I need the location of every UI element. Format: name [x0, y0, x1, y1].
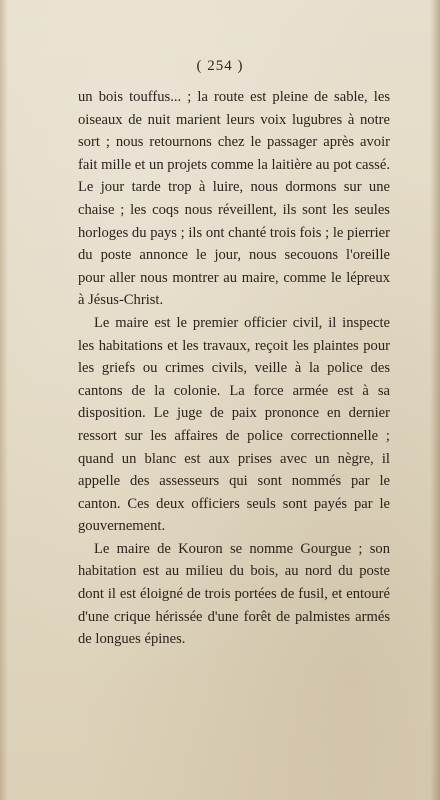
paragraph-continuation: un bois touffus... ; la route est pleine de sable, les oiseaux de nuit marient leurs voix lugubres à notre sort ; nous retournons chez le passager après avoir fait mille et un projets comme la laitière au pot cassé. Le jour tarde trop à luire, nous dormons sur une chaise ; les coqs nous réveillent, ils sont les seules horloges du pays ; ils ont chanté trois fois ; le pierrier du poste annonce le jour, nous secouons l'oreille pour aller nous montrer au maire, comme le lépreux à Jésus-Christ. [78, 89, 390, 309]
page-edge-shadow-left [0, 0, 8, 800]
body-text [78, 86, 390, 651]
page-number: ( 254 ) [196, 58, 244, 74]
paragraph-maire-officier: Le maire est le premier officier civil, il inspecte les habitations et les travaux, reçoit les plaintes pour les griefs ou crimes civils, veille à la police des cantons de la colonie. La force armée est à sa disposition. Le juge de paix prononce en dernier ressort sur les affaires de police correctionnelle ; quand un blanc est aux prises avec un nègre, il appelle des assesseurs qui sont nommés par le canton. Ces deux officiers seuls sont payés par le gouvernement. [78, 314, 390, 535]
paragraph-maire-kouron: Le maire de Kouron se nomme Gourgue ; son habitation est au milieu du bois, au nord du poste dont il est éloigné de trois portées de fusil, et entouré d'une crique hérissée d'une forêt de palmistes armés de longues épines. [78, 540, 390, 648]
page-edge-shadow-right [430, 0, 440, 800]
